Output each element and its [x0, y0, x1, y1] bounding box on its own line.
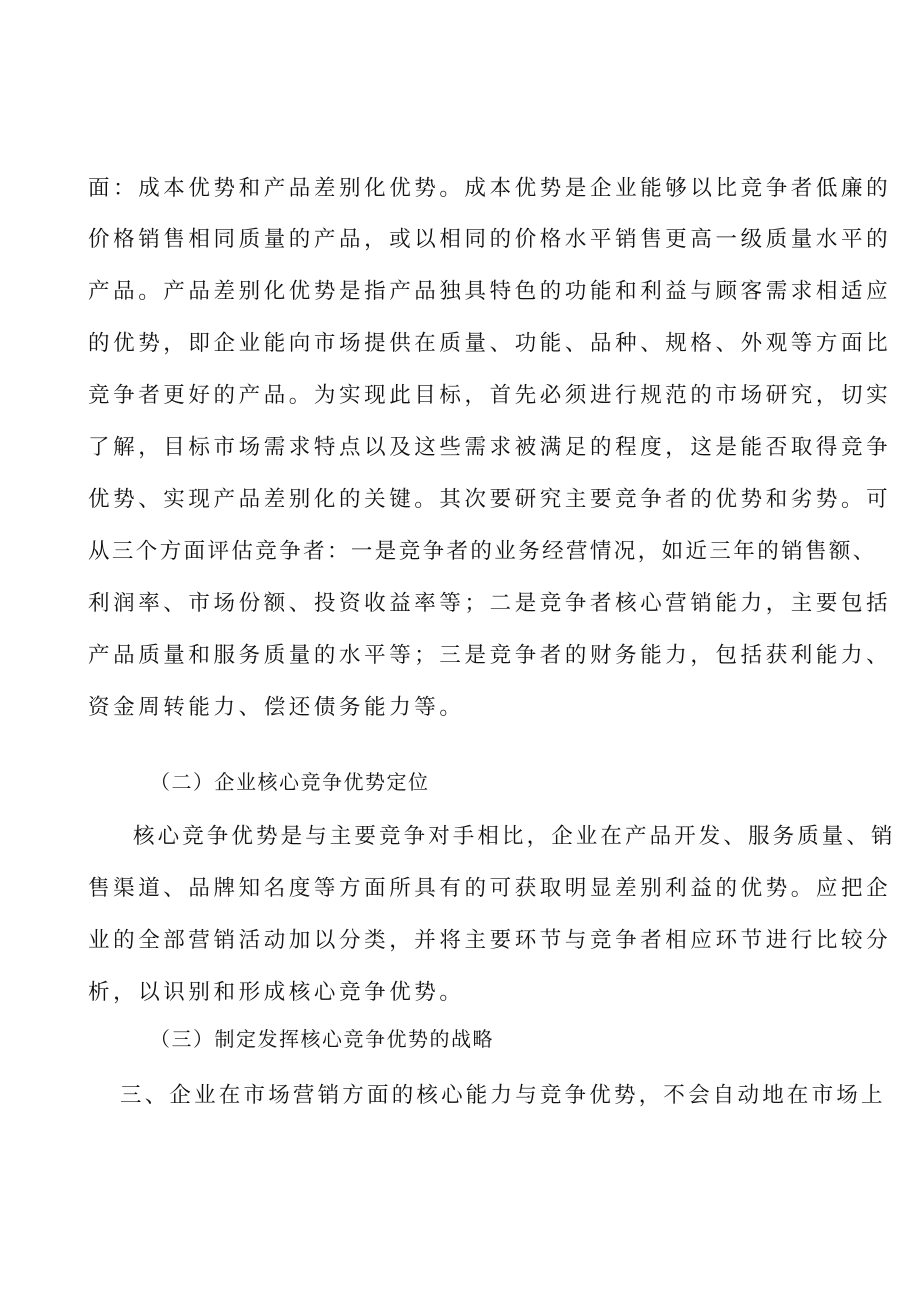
paragraph-line: 产品质量和服务质量的水平等；三是竞争者的财务能力，包括获利能力、 — [88, 643, 892, 668]
paragraph-line: 业的全部营销活动加以分类，并将主要环节与竞争者相应环节进行比较分 — [88, 928, 892, 953]
paragraph-line: 产品。产品差别化优势是指产品独具特色的功能和利益与顾客需求相适应 — [88, 279, 892, 304]
paragraph-line: 面：成本优势和产品差别化优势。成本优势是企业能够以比竞争者低廉的 — [88, 176, 892, 201]
paragraph-line: 价格销售相同质量的产品，或以相同的价格水平销售更高一级质量水平的 — [88, 227, 892, 252]
paragraph-line: 利润率、市场份额、投资收益率等；二是竞争者核心营销能力，主要包括 — [88, 591, 892, 616]
section-heading: （三）制定发挥核心竞争优势的战略 — [150, 1027, 494, 1051]
paragraph-line: 的优势，即企业能向市场提供在质量、功能、品种、规格、外观等方面比 — [88, 331, 892, 356]
paragraph-line: 从三个方面评估竞争者：一是竞争者的业务经营情况，如近三年的销售额、 — [88, 539, 877, 564]
paragraph-line: 析，以识别和形成核心竞争优势。 — [88, 980, 465, 1005]
paragraph-line: 售渠道、品牌知名度等方面所具有的可获取明显差别利益的优势。应把企 — [88, 876, 892, 901]
paragraph-line: 核心竞争优势是与主要竞争对手相比，企业在产品开发、服务质量、销 — [133, 824, 896, 849]
paragraph-line: 优势、实现产品差别化的关键。其次要研究主要竞争者的优势和劣势。可 — [88, 487, 892, 512]
paragraph-line: 竞争者更好的产品。为实现此目标，首先必须进行规范的市场研究，切实 — [88, 383, 892, 408]
paragraph-line: 三、企业在市场营销方面的核心能力与竞争优势，不会自动地在市场上 — [120, 1083, 886, 1108]
paragraph-line: 资金周转能力、偿还债务能力等。 — [88, 695, 465, 720]
paragraph-line: 了解，目标市场需求特点以及这些需求被满足的程度，这是能否取得竞争 — [88, 435, 892, 460]
section-heading: （二）企业核心竞争优势定位 — [150, 770, 430, 794]
